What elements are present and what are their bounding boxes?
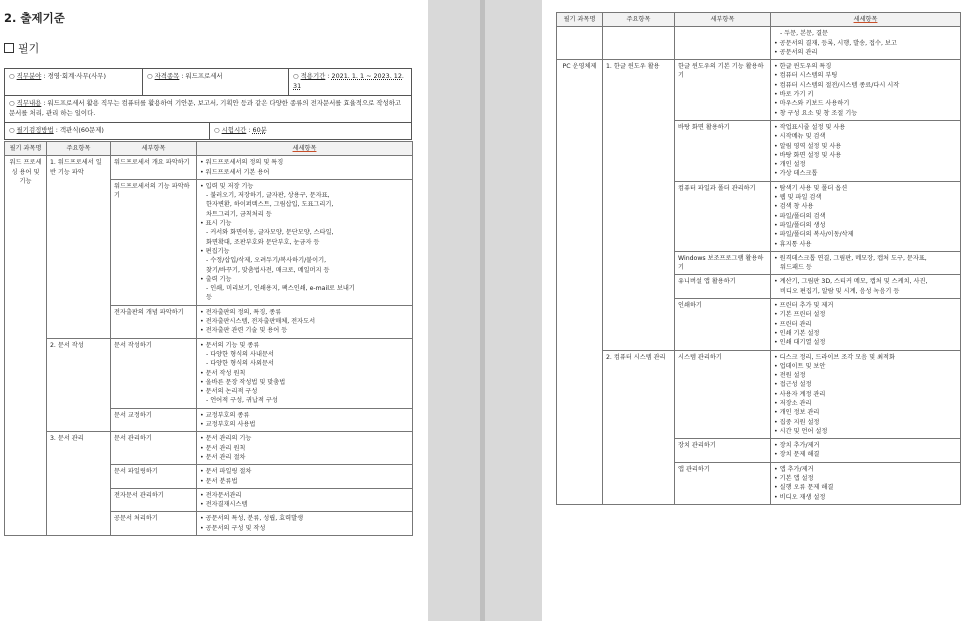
cert-key: 자격종목 — [154, 72, 180, 80]
header-subject: 필기 과목명 — [5, 142, 47, 156]
section-title: 2. 출제기준 — [4, 11, 65, 25]
detail-line: • 컴퓨터 시스템의 절전/시스템 종료/다시 시작 — [774, 81, 900, 89]
detail-line: • 문서 관리 절차 — [200, 453, 246, 461]
detail-line: • 앱 추가/제거 — [774, 465, 814, 473]
main-item-cell: 1. 워드프로세서 일반 기능 파악 — [47, 156, 111, 338]
document-page-right — [542, 0, 966, 621]
detail-line: • 전자출판 관련 기술 및 용어 등 — [200, 327, 288, 335]
detail-item-cell — [771, 350, 961, 439]
method-key: 필기검정방법 — [16, 125, 54, 134]
detail-line: • 워드프로세서의 정의 및 특징 — [200, 159, 284, 167]
detail-line: • 올바른 문장 작성법 및 맞춤법 — [200, 378, 286, 386]
detail-line: • 전자출판의 정의, 특징, 종류 — [200, 308, 282, 316]
header-detail-item: 세세항목 — [771, 13, 961, 27]
detail-line: • 파일/폴더의 검색 — [774, 212, 826, 220]
period-value: 2021. 1. 1 ~ 2023. 12. 31 — [293, 72, 404, 90]
detail-line: • 창 구성 요소 및 창 조절 기능 — [774, 109, 858, 117]
duty-value: 워드프로세서 활용 직무는 컴퓨터를 활용하여 기안문, 보고서, 기획안 등과 같은 다양한 종류의 전자문서를 효율적으로 작성하고 문서를 처리, 관리 하는 일이다. — [9, 98, 402, 117]
detail-line: - 다양한 형식의 사외문서 — [206, 360, 274, 368]
detail-line: • 문서의 논리적 구성 — [200, 388, 258, 396]
sub-item-cell: 앱 관리하기 — [675, 462, 771, 504]
detail-line: 차트그리기, 금칙처리 등 — [206, 210, 272, 218]
detail-line: • 장치 문제 해결 — [774, 451, 820, 459]
detail-line: • 휴지통 사용 — [774, 240, 812, 248]
detail-line: • 검색 창 사용 — [774, 203, 814, 211]
detail-line: 화면확대, 조판부호와 문단부호, 눈금자 등 — [206, 238, 320, 246]
sub-item-cell: 문서 파일링하기 — [111, 465, 197, 489]
detail-line: - 수정/삽입/삭제, 오려두기/복사하기/붙이기, — [206, 257, 327, 265]
sub-item-cell: 한글 윈도우의 기본 기능 활용하기 — [675, 60, 771, 121]
sub-item-cell: 문서 교정하기 — [111, 408, 197, 432]
detail-item-cell — [197, 432, 413, 465]
detail-line: • 바탕 화면 설정 및 사용 — [774, 151, 842, 159]
exam-criteria-table-left — [4, 141, 413, 536]
detail-line: • 탐색기 사용 및 폴더 옵션 — [774, 184, 848, 192]
detail-line: • 원격데스크톱 연결, 그림판, 메모장, 캡처 도구, 문자표, — [774, 254, 927, 262]
document-page-left — [0, 0, 428, 621]
detail-item-cell — [197, 488, 413, 512]
detail-line: • 개인 정보 관리 — [774, 409, 820, 417]
detail-item-cell — [771, 275, 961, 299]
detail-line: • 장치 추가/제거 — [774, 442, 820, 450]
main-item-cell: 2. 컴퓨터 시스템 관리 — [603, 350, 675, 504]
detail-line: • 디스크 정리, 드라이브 조각 모음 및 최적화 — [774, 353, 895, 361]
detail-line: • 알림 영역 설정 및 사용 — [774, 142, 842, 150]
detail-line: 찾기/바꾸기, 맞춤법사전, 매크로, 메일머지 등 — [206, 266, 330, 274]
detail-line: • 한글 윈도우의 특징 — [774, 63, 832, 71]
sub-item-cell: 워드프로세서의 기능 파악하기 — [111, 179, 197, 305]
detail-line: • 기본 프린터 설정 — [774, 311, 826, 319]
sub-item-cell: 문서 관리하기 — [111, 432, 197, 465]
detail-line: • 시작메뉴 및 검색 — [774, 133, 826, 141]
detail-line: 비디오 편집기, 알람 및 시계, 음성 녹음기 등 — [780, 287, 900, 295]
detail-item-cell — [197, 512, 413, 536]
detail-line: • 파일/폴더의 생성 — [774, 221, 826, 229]
detail-line: • 문서 관리 원칙 — [200, 444, 246, 452]
header-main-item: 주요항목 — [47, 142, 111, 156]
detail-line: • 전자출판시스템, 전자출판매체, 전자도서 — [200, 318, 316, 326]
detail-line: • 사용자 계정 관리 — [774, 390, 826, 398]
detail-line: - 커서와 화면이동, 글자모양, 문단모양, 스타일, — [206, 229, 334, 237]
sub-item-cell: 인쇄하기 — [675, 299, 771, 350]
main-item-cell: 1. 한글 윈도우 활용 — [603, 60, 675, 350]
sub-item-cell: 워드프로세서 개요 파악하기 — [111, 156, 197, 180]
detail-item-cell — [771, 251, 961, 275]
detail-item-cell — [771, 299, 961, 350]
sub-item-cell: 문서 작성하기 — [111, 338, 197, 408]
detail-line: • 공문서의 구성 및 작성 — [200, 524, 266, 532]
detail-line: • 프린터 추가 및 제거 — [774, 302, 834, 310]
info-row-1: ○ 직무분야 : 경영·회계·사무(사무) ○ 자격종목 : 워드프로세서 ○ 적용기간 : 2021. 1. 1 ~ 2023. 12. 31 — [5, 69, 411, 96]
written-exam-label: 필기 — [18, 42, 40, 55]
detail-line: • 문서 분류법 — [200, 477, 238, 485]
sub-item-cell: Windows 보조프로그램 활용하기 — [675, 251, 771, 275]
info-row-2: ○ 직무내용 : 워드프로세서 활용 직무는 컴퓨터를 활용하여 기안문, 보고서, 기획안 등과 같은 다양한 종류의 전자문서를 효율적으로 작성하고 문서를 처리, 관리 하는 일이다. — [5, 96, 411, 123]
table-header-row — [557, 13, 961, 27]
detail-line: • 문서 파일링 절차 — [200, 468, 252, 476]
sub-item-cell: 시스템 관리하기 — [675, 350, 771, 439]
detail-line: • 문서 작성 원칙 — [200, 369, 246, 377]
main-item-cell: 2. 문서 작성 — [47, 338, 111, 432]
detail-line: • 교정부호의 종류 — [200, 411, 250, 419]
sub-item-cell — [675, 27, 771, 60]
sub-item-cell: 컴퓨터 파일과 폴더 관리하기 — [675, 181, 771, 251]
detail-line: • 인쇄 대기열 설정 — [774, 339, 826, 347]
written-exam-heading — [4, 40, 39, 56]
time-value: 60분 — [252, 125, 267, 134]
header-sub-item: 세부항목 — [111, 142, 197, 156]
detail-item-cell — [197, 179, 413, 305]
detail-line: • 문서의 기능 및 종류 — [200, 341, 260, 349]
header-main-item: 주요항목 — [603, 13, 675, 27]
detail-line: • 공문서의 관리 — [774, 48, 818, 56]
detail-line: • 작업표시줄 설정 및 사용 — [774, 123, 846, 131]
detail-line: • 가상 데스크톱 — [774, 170, 818, 178]
detail-line: • 기본 앱 설정 — [774, 475, 814, 483]
detail-line: • 인쇄 기본 설정 — [774, 329, 820, 337]
checkbox-square-icon — [4, 43, 14, 53]
detail-line: • 계산기, 그림판 3D, 스티커 메모, 캡처 및 스케치, 사진, — [774, 278, 928, 286]
detail-line: - 불러오기, 저장하기, 글자판, 상용구, 문자표, — [206, 192, 330, 200]
detail-line: • 입력 및 저장 기능 — [200, 182, 254, 190]
detail-line: - 두문, 본문, 결문 — [780, 30, 828, 38]
detail-line: • 웹 및 파일 검색 — [774, 194, 822, 202]
detail-line: - 인쇄, 미리보기, 인쇄용지, 팩스인쇄, e-mail로 보내기 — [206, 285, 355, 293]
header-sub-item: 세부항목 — [675, 13, 771, 27]
table-row — [5, 156, 413, 180]
table-row — [557, 27, 961, 60]
detail-item-cell — [771, 439, 961, 463]
table-header-row — [5, 142, 413, 156]
subject-cell — [557, 27, 603, 60]
table-row — [557, 60, 961, 121]
period-key: 적용기간 — [300, 72, 326, 80]
field-key: 직무분야 — [16, 72, 42, 80]
detail-item-cell — [197, 338, 413, 408]
sub-item-cell: 전자출판의 개념 파악하기 — [111, 305, 197, 338]
table-row — [5, 432, 413, 465]
method-value: 객관식(60문제) — [59, 125, 104, 134]
sub-item-cell: 유니버설 앱 활용하기 — [675, 275, 771, 299]
detail-item-cell — [771, 181, 961, 251]
table-row — [5, 338, 413, 408]
main-item-cell — [603, 27, 675, 60]
detail-line: • 교정부호의 사용법 — [200, 421, 256, 429]
time-key: 시험시간 — [221, 125, 247, 134]
detail-line: • 파일/폴더의 복사/이동/삭제 — [774, 231, 854, 239]
subject-cell: 워드 프로세싱 용어 및 기능 — [5, 156, 47, 536]
cert-value: 워드프로세서 — [185, 72, 223, 80]
detail-line: • 개인 설정 — [774, 161, 806, 169]
detail-line: • 전자결재시스템 — [200, 501, 248, 509]
detail-line: • 표시 기능 — [200, 220, 232, 228]
detail-item-cell — [197, 408, 413, 432]
detail-line: • 컴퓨터 시스템의 부팅 — [774, 72, 838, 80]
detail-line: 워드패드 등 — [780, 264, 812, 272]
page-edge — [480, 0, 485, 621]
detail-line: • 업데이트 및 보안 — [774, 362, 826, 370]
sub-item-cell: 바탕 화면 활용하기 — [675, 120, 771, 181]
detail-item-cell — [771, 462, 961, 504]
detail-line: • 시간 및 언어 설정 — [774, 427, 828, 435]
exam-info-box — [4, 68, 412, 140]
subject-cell: PC 운영체제 — [557, 60, 603, 505]
detail-item-cell — [771, 120, 961, 181]
detail-item-cell — [771, 27, 961, 60]
main-item-cell: 3. 문서 관리 — [47, 432, 111, 536]
detail-line: • 편집기능 — [200, 247, 230, 255]
detail-line: • 마우스와 키보드 사용하기 — [774, 100, 850, 108]
detail-line: • 워드프로세서 기본 용어 — [200, 168, 270, 176]
detail-line: 등 — [206, 294, 212, 302]
detail-line: • 문서 관리의 기능 — [200, 435, 252, 443]
detail-item-cell — [197, 156, 413, 180]
sub-item-cell: 장치 관리하기 — [675, 439, 771, 463]
detail-line: • 공문서의 결재, 등록, 시행, 발송, 접수, 보고 — [774, 39, 897, 47]
detail-line: - 다양한 형식의 사내문서 — [206, 350, 274, 358]
exam-criteria-table-right — [556, 12, 961, 505]
header-detail-item: 세세항목 — [197, 142, 413, 156]
page-gutter — [428, 0, 542, 621]
sub-item-cell: 전자문서 관리하기 — [111, 488, 197, 512]
detail-line: 한자변환, 하이퍼텍스트, 그림삽입, 도표그리기, — [206, 201, 334, 209]
detail-line: • 실행 오류 문제 해결 — [774, 484, 834, 492]
detail-line: • 접근성 설정 — [774, 381, 812, 389]
detail-line: • 집중 지원 설정 — [774, 418, 820, 426]
header-subject: 필기 과목명 — [557, 13, 603, 27]
info-row-3: ○ 필기검정방법 : 객관식(60문제) ○ 시험시간 : 60분 — [5, 123, 411, 139]
detail-item-cell — [771, 60, 961, 121]
field-value: 경영·회계·사무(사무) — [47, 72, 106, 80]
detail-line: • 프린터 관리 — [774, 320, 812, 328]
detail-line: • 공문서의 특성, 분류, 성립, 효력발생 — [200, 515, 304, 523]
detail-line: • 바로 가기 키 — [774, 91, 814, 99]
detail-line: • 전원 설정 — [774, 372, 806, 380]
detail-line: • 저장소 관리 — [774, 399, 812, 407]
detail-item-cell — [197, 305, 413, 338]
detail-line: - 언어적 구성, 귀납적 구성 — [206, 397, 278, 405]
table-row — [557, 350, 961, 439]
detail-line: • 전자문서관리 — [200, 491, 242, 499]
detail-line: • 비디오 재생 설정 — [774, 493, 826, 501]
sub-item-cell: 공문서 처리하기 — [111, 512, 197, 536]
duty-key: 직무내용 — [16, 98, 42, 107]
detail-item-cell — [197, 465, 413, 489]
detail-line: • 출력 기능 — [200, 275, 232, 283]
